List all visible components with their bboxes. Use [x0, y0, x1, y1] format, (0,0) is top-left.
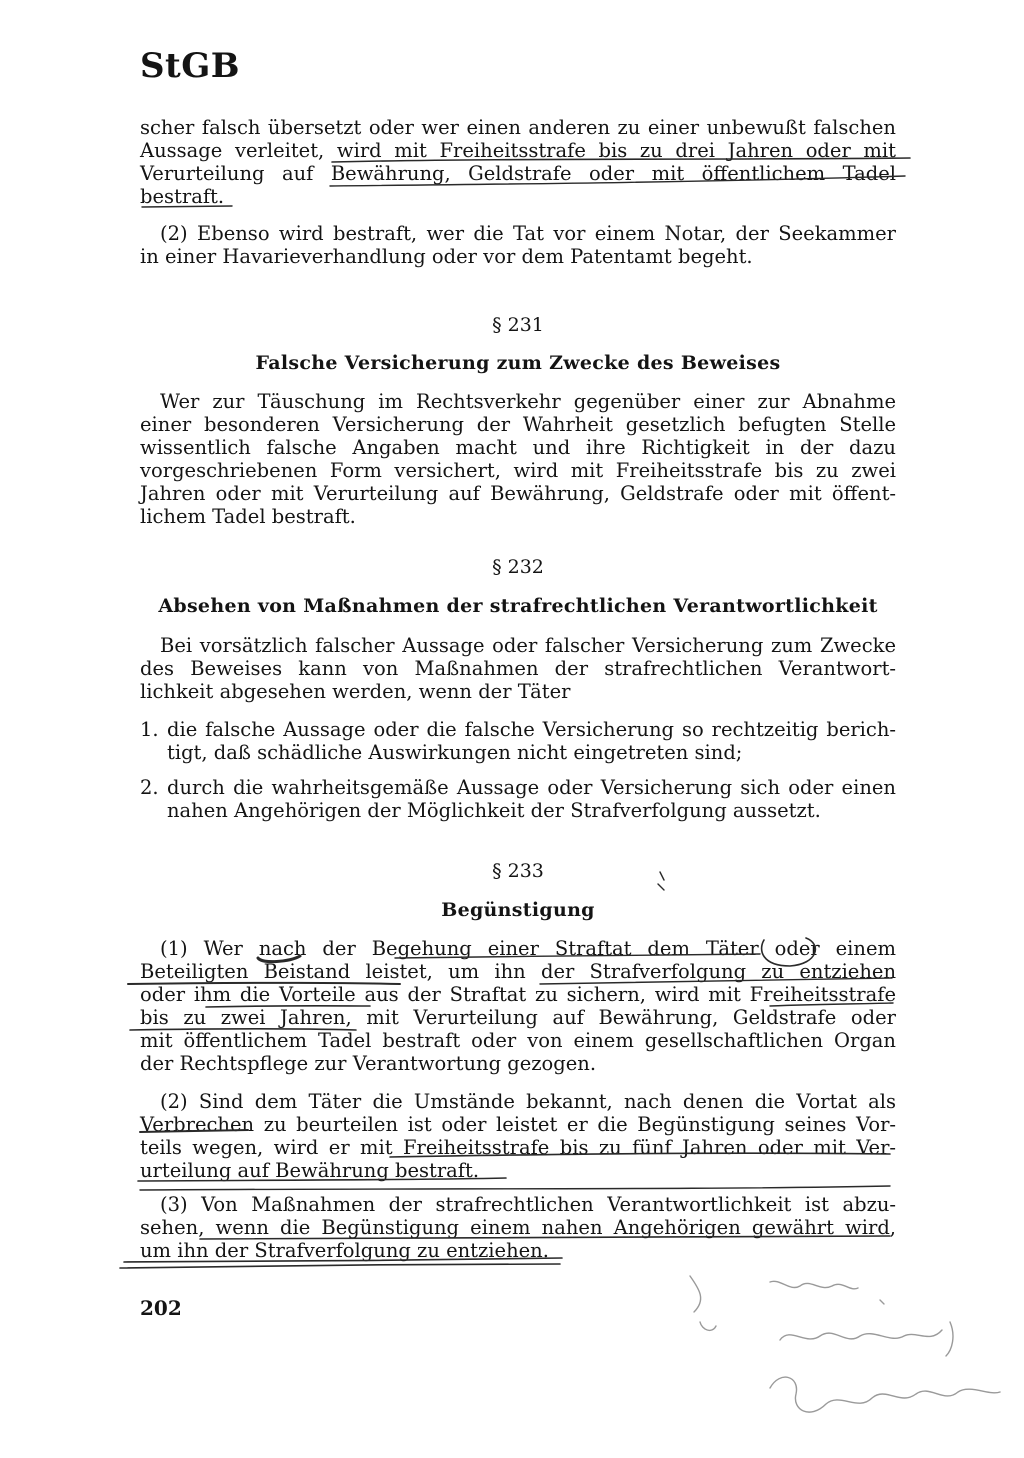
- paragraph-2: [140, 222, 896, 268]
- text-line: des Beweises kann von Maßnahmen der strafrechtlichen Verantwort-: [140, 657, 896, 680]
- underline-stroke: [140, 1186, 890, 1190]
- text-line: (2) Ebenso wird bestraft, wer die Tat vor einem Notar, der Seekammer: [160, 222, 896, 245]
- text-line: (1) Wer nach der Begehung einer Straftat dem Täter oder einem: [160, 937, 896, 960]
- section-number: § 232: [492, 556, 544, 578]
- text-line: einer besonderen Versicherung der Wahrheit gesetzlich befugten Stelle: [140, 413, 896, 436]
- pencil-scribble: [690, 1276, 1000, 1412]
- text-line: tigt, daß schädliche Auswirkungen nicht eingetreten sind;: [167, 741, 743, 764]
- text-line: die falsche Aussage oder die falsche Versicherung so rechtzeitig berich-: [167, 718, 896, 741]
- section-title: Begünstigung: [441, 899, 595, 921]
- list-item: [140, 776, 896, 824]
- text-line: Bei vorsätzlich falscher Aussage oder falscher Versicherung zum Zwecke: [160, 634, 896, 657]
- underline-stroke: [120, 1264, 560, 1268]
- text-line: oder ihm die Vorteile aus der Straftat zu sichern, wird mit Freiheitsstrafe: [140, 983, 896, 1006]
- section-233-para2: [140, 1090, 896, 1182]
- text-line: Jahren oder mit Verurteilung auf Bewährung, Geldstrafe oder mit öffent-: [140, 482, 896, 505]
- text-line: (2) Sind dem Täter die Umstände bekannt, nach denen die Vortat als: [160, 1090, 896, 1113]
- list-text: [167, 776, 896, 822]
- text-line: durch die wahrheitsgemäße Aussage oder Versicherung sich oder einen: [167, 776, 896, 799]
- continuation-paragraph: [140, 116, 896, 208]
- text-line: vorgeschriebenen Form versichert, wird mit Freiheitsstrafe bis zu zwei: [140, 459, 896, 482]
- text-line: wissentlich falsche Angaben macht und ihre Richtigkeit in der dazu: [140, 436, 896, 459]
- section-233-para1: [140, 937, 896, 1075]
- text-line: bis zu zwei Jahren, mit Verurteilung auf Bewährung, Geldstrafe oder: [140, 1006, 896, 1029]
- text-line: nahen Angehörigen der Möglichkeit der Strafverfolgung aussetzt.: [167, 799, 821, 822]
- text-line: teils wegen, wird er mit Freiheitsstrafe bis zu fünf Jahren oder mit Ver-: [140, 1136, 896, 1159]
- text-line: Verbrechen zu beurteilen ist oder leistet er die Begünstigung seines Vor-: [140, 1113, 896, 1136]
- section-title: Absehen von Maßnahmen der strafrechtlichen Verantwortlichkeit: [158, 595, 878, 617]
- text-line: um ihn der Strafverfolgung zu entziehen.: [140, 1239, 549, 1262]
- list-number: 2.: [140, 776, 159, 799]
- section-232-intro: [140, 634, 896, 703]
- running-head: StGB: [140, 46, 241, 86]
- text-line: sehen, wenn die Begünstigung einem nahen Angehörigen gewährt wird,: [140, 1216, 896, 1239]
- section-title: Falsche Versicherung zum Zwecke des Beweises: [255, 352, 781, 374]
- section-number: § 233: [492, 860, 544, 882]
- section-number: § 231: [492, 314, 544, 336]
- text-line: scher falsch übersetzt oder wer einen anderen zu einer unbewußt falschen: [140, 116, 896, 139]
- section-231-body: [140, 390, 896, 528]
- text-line: lichkeit abgesehen werden, wenn der Täter: [140, 680, 571, 703]
- list-text: [167, 718, 896, 764]
- text-line: (3) Von Maßnahmen der strafrechtlichen Verantwortlichkeit ist abzu-: [160, 1193, 896, 1216]
- text-line: lichem Tadel bestraft.: [140, 505, 356, 528]
- text-line: mit öffentlichem Tadel bestraft oder von einem gesellschaftlichen Organ: [140, 1029, 896, 1052]
- list-item: [140, 718, 896, 766]
- text-line: der Rechtspflege zur Verantwortung gezogen.: [140, 1052, 597, 1075]
- section-233-para3: [140, 1193, 896, 1262]
- page-number: 202: [140, 1296, 182, 1320]
- text-line: in einer Havarieverhandlung oder vor dem Patentamt begeht.: [140, 245, 753, 268]
- list-number: 1.: [140, 718, 159, 741]
- text-line: urteilung auf Bewährung bestraft.: [140, 1159, 480, 1182]
- text-line: Wer zur Täuschung im Rechtsverkehr gegenüber einer zur Abnahme: [160, 390, 896, 413]
- text-line: Beteiligten Beistand leistet, um ihn der Strafverfolgung zu entziehen: [140, 960, 896, 983]
- text-line: Aussage verleitet, wird mit Freiheitsstrafe bis zu drei Jahren oder mit: [140, 139, 896, 162]
- text-line: Verurteilung auf Bewährung, Geldstrafe oder mit öffentlichem Tadel: [140, 162, 896, 185]
- text-line: bestraft.: [140, 185, 225, 208]
